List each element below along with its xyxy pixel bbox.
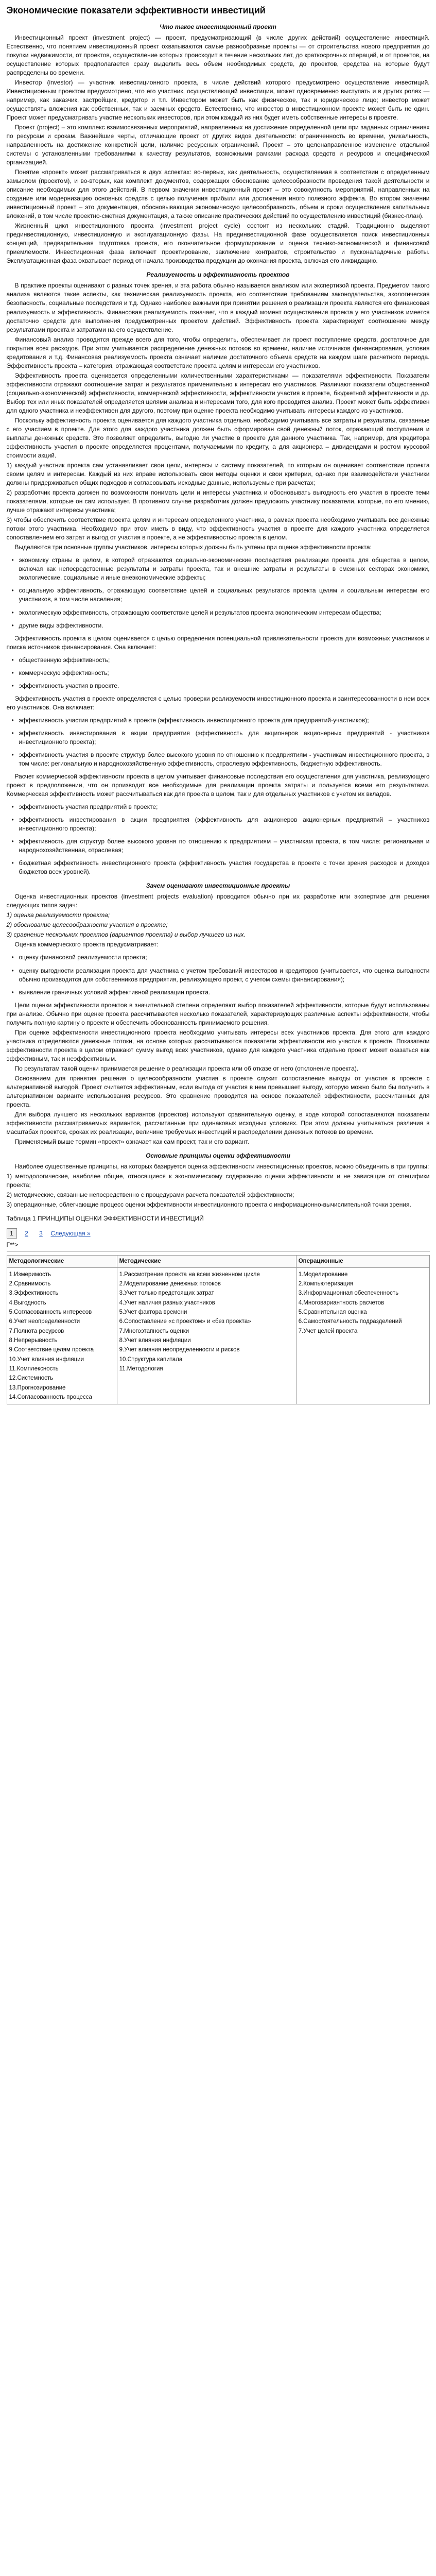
paragraph: Цели оценки эффективности проектов в значительной степени определяют выбор показателей эффективности, которые будут использованы при анализе. Обычно при оценке проекта рассчитываются несколько показателей, характеризующих различные аспекты эффективности, чтобы получить полную картину о проекте и обеспечить обоснованность принимаемого решения. <box>6 1001 430 1026</box>
paragraph: Оценка коммерческого проекта предусматривает: <box>14 941 159 948</box>
pagination <box>7 1228 430 1239</box>
paragraph: 2) методические, связанные непосредственно с процедурами расчета показателей эффективности; <box>6 1191 294 1199</box>
numbered-item: 3) чтобы обеспечить соответствие проекта целям и интересам определенного участника, в рамках проекта необходимо учитывать все денежные потоки этого участника. Необходимо при этом иметь в виду, что эффективность участия в проекте для каждого участника определяется сопоставлением его затрат и выгод от участия в проекте, а не эффективностью проекта в целом. <box>6 516 430 541</box>
cell-item: 10.Структура капитала <box>119 1356 183 1363</box>
cell-item: 7.Многоэтапность оценки <box>119 1328 189 1334</box>
cell-item: 4.Выгодность <box>9 1299 46 1306</box>
paragraph: Для выбора лучшего из нескольких вариантов (проектов) используют сравнительную оценку, в ходе которой сопоставляются показатели эффективности рассматриваемых вариантов, рассчитанные при одинаковых исходных условиях. При этом должны учитываться различия в масштабах проектов, сроках их реализации, величине требуемых инвестиций и распределении денежных потоков во времени. <box>6 1110 430 1136</box>
paragraph: 2) обоснование целесообразности участия в проекте; <box>6 921 168 929</box>
bullet-list <box>7 556 430 630</box>
cell-item: 7.Учет целей проекта <box>298 1328 358 1334</box>
list-item: • оценку финансовой реализуемости проекта; <box>19 953 430 962</box>
page-title: Экономические показатели эффективности инвестиций <box>6 5 266 15</box>
list-item: • оценку выгодности реализации проекта для участника с учетом требований инвесторов и кредиторов (учитывается, что оценка выгодности обычно производится для собственников предприятия, реализующего проект, с учетом схемы финансирования); <box>19 967 430 984</box>
list-item: • эффективность участия предприятий в проекте; <box>19 803 430 811</box>
list-item: • эффективность инвестирования в акции предприятия (эффективность для акционеров акционерных предприятий – участников инвестиционного проекта); <box>19 816 430 833</box>
table-caption: Таблица 1 ПРИНЦИПЫ ОЦЕНКИ ЭФФЕКТИВНОСТИ ИНВЕСТИЦИЙ <box>6 1215 204 1223</box>
paragraph: Проект (project) – это комплекс взаимосвязанных мероприятий, направленных на достижение определенной цели при заданных ограничениях по ресурсам и срокам. Важнейшие черты, отличающие проект от других видов деятельности: ограниченность во времени, уникальность, направленность на достижение конкретной цели, наличие ресурсных ограничений. Проект – это целенаправленное изменение отдельной системы с установленными требованиями к качеству результатов, возможными рамками расхода средств и ресурсов и специфической организацией. <box>6 123 430 166</box>
cell-item: 6.Учет неопределенности <box>9 1318 80 1325</box>
paragraph: Эффективность проекта в целом оценивается с целью определения потенциальной привлекательности проекта для возможных участников и поиска источников финансирования. Она включает: <box>6 634 430 651</box>
list-item: • эффективность для структур более высокого уровня по отношению к предприятиям – участникам проекта, в том числе: региональная и народнохозяйственная, отраслевая; <box>19 837 430 855</box>
stray-text: Г**> <box>6 1241 19 1249</box>
list-item: • другие виды эффективности. <box>19 621 430 630</box>
cell-item: 3.Эффективность <box>9 1290 59 1297</box>
list-item: • бюджетная эффективность инвестиционного проекта (эффективность участия государства в проекте с точки зрения расходов и доходов бюджетов всех уровней). <box>19 859 430 876</box>
table-header: Методологические <box>7 1256 117 1267</box>
paragraph: Эффективность участия в проекте определяется с целью проверки реализуемости инвестиционного проекта и заинтересованности в нем всех его участников. Она включает: <box>6 694 430 711</box>
paragraph: Инвестиционный проект (investment project) — проект, предусматривающий (в числе других действий) осуществление инвестиций. Естественно, что понятием инвестиционный проект охватываются самые разнообразные проекты — от строительства нового предприятия до покупки недвижимости, от проектов, осуществление которых происходит в течение нескольких лет, до краткосрочных операций, и от проектов, на осуществление которых предполагается сразу выделить весь объем необходимых средств, до проектов, средства на которые будут распределены во времени. <box>6 33 430 76</box>
paragraph: 3) сравнение нескольких проектов (вариантов проекта) и выбор лучшего из них. <box>6 931 246 939</box>
cell-item: 11.Методология <box>119 1365 163 1372</box>
cell-item: 11.Комплексность <box>9 1365 59 1372</box>
page-link[interactable]: 3 <box>39 1229 43 1237</box>
divider <box>7 1251 430 1252</box>
next-page-link[interactable]: Следующая » <box>50 1229 91 1237</box>
cell-item: 1.Моделирование <box>298 1271 348 1278</box>
cell-item: 4.Многовариантность расчетов <box>298 1299 385 1306</box>
paragraph: Жизненный цикл инвестиционного проекта (investment project cycle) состоит из нескольких стадий. Традиционно выделяют прединвестиционную, инвестиционную и эксплуатационную фазы. На прединвестиционной фазе осуществляется поиск инвестиционных концепций, предварительная подготовка проекта, его окончательное формулирование и оценка технико-экономической и финансовой приемлемости. Инвестиционная фаза включает проектирование, заключение контрактов, строительство и пусконаладочные работы. Эксплуатационная фаза охватывает период от начала производства продукции до окончания проекта, включая его ликвидацию. <box>6 222 430 265</box>
paragraph: 1) методологические, наиболее общие, относящиеся к экономическому содержанию оценки эффективности и не зависящие от специфики проекта; <box>6 1173 430 1189</box>
table-header-row <box>7 1256 429 1267</box>
cell-item: 5.Учет фактора времени <box>119 1309 187 1315</box>
cell-item: 2.Сравнимость <box>9 1281 51 1287</box>
numbered-list <box>7 461 430 542</box>
list-item: • эффективность инвестирования в акции предприятия (эффективность для акционеров акционерных предприятий - участников инвестиционного проекта); <box>19 729 430 747</box>
numbered-item: 1) каждый участник проекта сам устанавливает свои цели, интересы и систему показателей, по которым он оценивает соответствие проекта своим целям и интересам. Каждый из них вправе использовать свои методы оценки и свои критерии, однако при взаимодействии участники должны придерживаться общих подходов и согласовывать исходные данные, используемые при расчетах; <box>6 462 430 487</box>
list-item: • эффективность участия в проекте. <box>19 682 430 690</box>
cell-item: 8.Непрерывность <box>9 1337 58 1344</box>
paragraph: Финансовый анализ проводится прежде всего для того, чтобы определить, обеспечивает ли проект поступление средств, достаточное для покрытия всех расходов. При этом учитывается распределение денежных потоков во времени, наличие источников финансирования, условия кредитования и т.д. Финансовая реализуемость проекта означает наличие достаточного объема средств на каждом шаге расчетного периода. Эффективность проекта – категория, отражающая соответствие проекта целям и интересам его участников. <box>6 335 430 369</box>
list-item: • экологическую эффективность, отражающую соответствие целей и результатов проекта экологическим интересам общества; <box>19 608 430 617</box>
paragraph: Выделяются три основные группы участников, интересы которых должны быть учтены при оценке эффективности проекта: <box>14 544 372 551</box>
cell-item: 1.Рассмотрение проекта на всем жизненном цикле <box>119 1271 260 1278</box>
cell-item: 3.Информационная обеспеченность <box>298 1290 399 1297</box>
list-item: • выявление граничных условий эффективной реализации проекта. <box>19 988 430 997</box>
section-heading: Что такое инвестиционный проект <box>160 23 276 30</box>
bullet-list <box>7 656 430 690</box>
paragraph: В практике проекты оценивают с разных точек зрения, и эта работа обычно называется анализом или экспертизой проекта. Предметом такого анализа являются такие аспекты, как техническая реализуемость проекта, его соответствие требованиям законодательства, экологическая безопасность, социальные последствия и т.д. Однако наиболее важными при принятии решения о реализации проекта являются его финансовая реализуемость и эффективность. Финансовая реализуемость означает, что в каждый момент осуществления проекта у его участников имеется достаточно средств для выполнения предусмотренных проектом действий. Эффективность проекта характеризует соотношение между результатами проекта и затратами на его осуществление. <box>6 282 430 333</box>
page-link-current: 1 <box>7 1228 17 1239</box>
cell-item: 2.Компьютеризация <box>298 1281 354 1287</box>
list-item: • общественную эффективность; <box>19 656 430 665</box>
table-cell-methodical <box>117 1267 296 1404</box>
cell-item: 6.Сопоставление «с проектом» и «без проекта» <box>119 1318 251 1325</box>
paragraph: Оценка инвестиционных проектов (investment projects evaluation) проводится обычно при их разработке или экспертизе для решения следующих типов задач: <box>6 893 430 909</box>
section-feasibility <box>7 270 430 876</box>
section-investment-project <box>7 23 430 266</box>
paragraph: Расчет коммерческой эффективности проекта в целом учитывает финансовые последствия его осуществления для участника, реализующего проект в предположении, что он производит все необходимые для реализации проекта затраты и пользуется всеми его результатами. Коммерческая эффективность может рассчитываться как для проекта в целом, так и для отдельных участников с учетом их вкладов. <box>6 772 430 798</box>
cell-item: 5.Согласованность интересов <box>9 1309 92 1315</box>
cell-item: 2.Моделирование денежных потоков <box>119 1281 221 1287</box>
principles-table <box>7 1255 430 1404</box>
cell-item: 9.Соответствие целям проекта <box>9 1347 94 1353</box>
cell-item: 13.Прогнозирование <box>9 1384 66 1391</box>
paragraph: 3) операционные, облегчающие процесс оценки эффективности инвестиционного проекта с информационно-вычислительной точки зрения. <box>6 1201 411 1209</box>
cell-item: 3.Учет только предстоящих затрат <box>119 1290 214 1297</box>
cell-item: 14.Согласованность процесса <box>9 1394 92 1400</box>
list-item: • социальную эффективность, отражающую соответствие целей и социальных результатов проекта целям и социальным интересам его участников, в том числе населения; <box>19 586 430 604</box>
paragraph: Основанием для принятия решения о целесообразности участия в проекте служит сопоставление выгоды от участия в проекте с альтернативной выгодой. Проект считается эффективным, если выгода от участия в нем превышает выгоду, которую можно было бы получить в альтернативном варианте использования ресурсов. Это сравнение проводится на основе показателей эффективности, рассчитанных для проекта. <box>6 1074 430 1108</box>
cell-item: 7.Полнота ресурсов <box>9 1328 64 1334</box>
list-item: • эффективность участия в проекте структур более высокого уровня по отношению к предприятиям - участникам инвестиционного проекта, в том числе: региональную и народнохозяйственную эффективность, отраслевую эффективность, бюджетную эффективность. <box>19 751 430 768</box>
bullet-list <box>7 803 430 876</box>
bullet-list <box>7 716 430 768</box>
paragraph: Понятие «проект» может рассматриваться в двух аспектах: во-первых, как деятельность, осуществляемая в соответствии с определенным замыслом (проектом), и во-вторых, как комплект документов, содержащих обоснование целесообразности проведения такой деятельности и описание необходимых для этого действий. В первом значении инвестиционный проект – это совокупность мероприятий, направленных на создание или модернизацию основных средств с целью получения прибыли или достижения иного полезного эффекта. Во втором значении инвестиционный проект – это документация, обосновывающая экономическую целесообразность, объем и сроки осуществления капитальных вложений, в том числе проектно-сметная документация, а также описание практических действий по осуществлению инвестиций (бизнес-план). <box>6 168 430 220</box>
section-why-evaluate <box>7 882 430 1146</box>
section-heading: Зачем оценивают инвестиционные проекты <box>146 882 290 890</box>
cell-item: 9.Учет влияния неопределенности и рисков <box>119 1347 240 1353</box>
paragraph: 1) оценка реализуемости проекта; <box>6 911 110 919</box>
cell-item: 12.Системность <box>9 1375 54 1382</box>
paragraph: Инвестор (investor) — участник инвестиционного проекта, в числе действий которого предусмотрено осуществление инвестиций. Инвестиционным проектом предусмотрено, что его участник, осуществляющий инвестиции, может одновременно выступать и в других ролях — например, как заказчик, застройщик, кредитор и т.п. Инвестором может быть как физическое, так и юридическое лицо; инвестор может осуществлять вложения как собственных, так и заемных средств. Естественно, что инвестор в инвестиционном проекте может быть не один. Проект может предусматривать участие нескольких инвесторов, при этом каждый из них будет иметь собственные интересы в проекте. <box>6 78 430 121</box>
bullet-list <box>7 953 430 996</box>
page-link[interactable]: 2 <box>25 1229 28 1237</box>
paragraph: При оценке эффективности инвестиционного проекта необходимо учитывать интересы всех участников проекта. Для этого для каждого участника определяются денежные потоки, на основе которых рассчитываются показатели эффективности его участия в проекте. Показатели эффективности проекта в целом отражают сумму выгод всех участников, однако для каждого участника отдельно проект может оказаться как эффективным, так и неэффективным. <box>6 1028 430 1062</box>
list-item: • экономику страны в целом, в которой отражаются социально-экономические последствия реализации проекта для общества в целом, включая как непосредственные результаты и затраты проекта, так и внешние затраты и результаты в смежных секторах экономики, экологические, социальные и иные внеэкономические эффекты; <box>19 556 430 582</box>
section-heading: Реализуемость и эффективность проектов <box>146 271 290 279</box>
section-principles <box>7 1151 430 1223</box>
cell-item: 1.Измеримость <box>9 1271 51 1278</box>
cell-item: 5.Сравнительная оценка <box>298 1309 367 1315</box>
paragraph: Поскольку эффективность проекта оценивается для каждого участника отдельно, необходимо учитывать все затраты и результаты, связанные с его участием в проекте. Для этого для каждого участника должен быть сформирован свой денежный поток, отражающий поступления и выплаты денежных средств. Это позволяет определить, выгодно ли участие в проекте для данного участника. Так, например, для кредитора эффективность участия в проекте определяется процентами, получаемыми по кредиту, а для акционера – дивидендами и ростом курсовой стоимости акций. <box>6 416 430 460</box>
cell-item: 6.Самостоятельность подразделений <box>298 1318 402 1325</box>
cell-item: 10.Учет влияния инфляции <box>9 1356 84 1363</box>
section-heading: Основные принципы оценки эффективности <box>146 1152 290 1160</box>
table-header: Методические <box>117 1256 296 1267</box>
article <box>7 0 430 1413</box>
table-cell-operational <box>296 1267 429 1404</box>
table-header: Операционные <box>296 1256 429 1267</box>
numbered-item: 2) разработчик проекта должен по возможности понимать цели и интересы участника и обосновывать выгодность его участия в проекте теми показателями, которые он сам использует. В противном случае разработчик должен предложить участнику показатели, которые, по его мнению, лучше отражают интересы участника; <box>6 489 430 514</box>
table-cell-methodological <box>7 1267 117 1404</box>
paragraph: По результатам такой оценки принимается решение о реализации проекта или об отказе от него (отклонение проекта). <box>14 1064 359 1072</box>
list-item: • коммерческую эффективность; <box>19 669 430 677</box>
list-item: • эффективность участия предприятий в проекте (эффективность инвестиционного проекта для предприятий-участников); <box>19 716 430 725</box>
paragraph: Применяемый выше термин «проект» означает как сам проект, так и его вариант. <box>14 1138 249 1146</box>
cell-item: 4.Учет наличия разных участников <box>119 1299 215 1306</box>
cell-item: 8.Учет влияния инфляции <box>119 1337 191 1344</box>
paragraph: Эффективность проекта оценивается определенными количественными характеристиками — показателями эффективности. Показатели эффективности отражают соотношение затрат и результатов применительно к интересам его участников. Различают показатели общественной (социально-экономической) эффективности, коммерческой эффективности, эффективности участия в проекте, бюджетной эффективности и др. Выбор тех или иных показателей определяется целями анализа и интересами того, для кого проводится анализ. Проект может быть эффективен для одного участника и неэффективен для другого, поэтому при оценке проекта необходимо учитывать интересы каждого из участников. <box>6 371 430 414</box>
table-row <box>7 1267 429 1404</box>
paragraph: Наиболее существенные принципы, на которых базируется оценка эффективности инвестиционных проектов, можно объединить в три группы: <box>14 1163 429 1171</box>
